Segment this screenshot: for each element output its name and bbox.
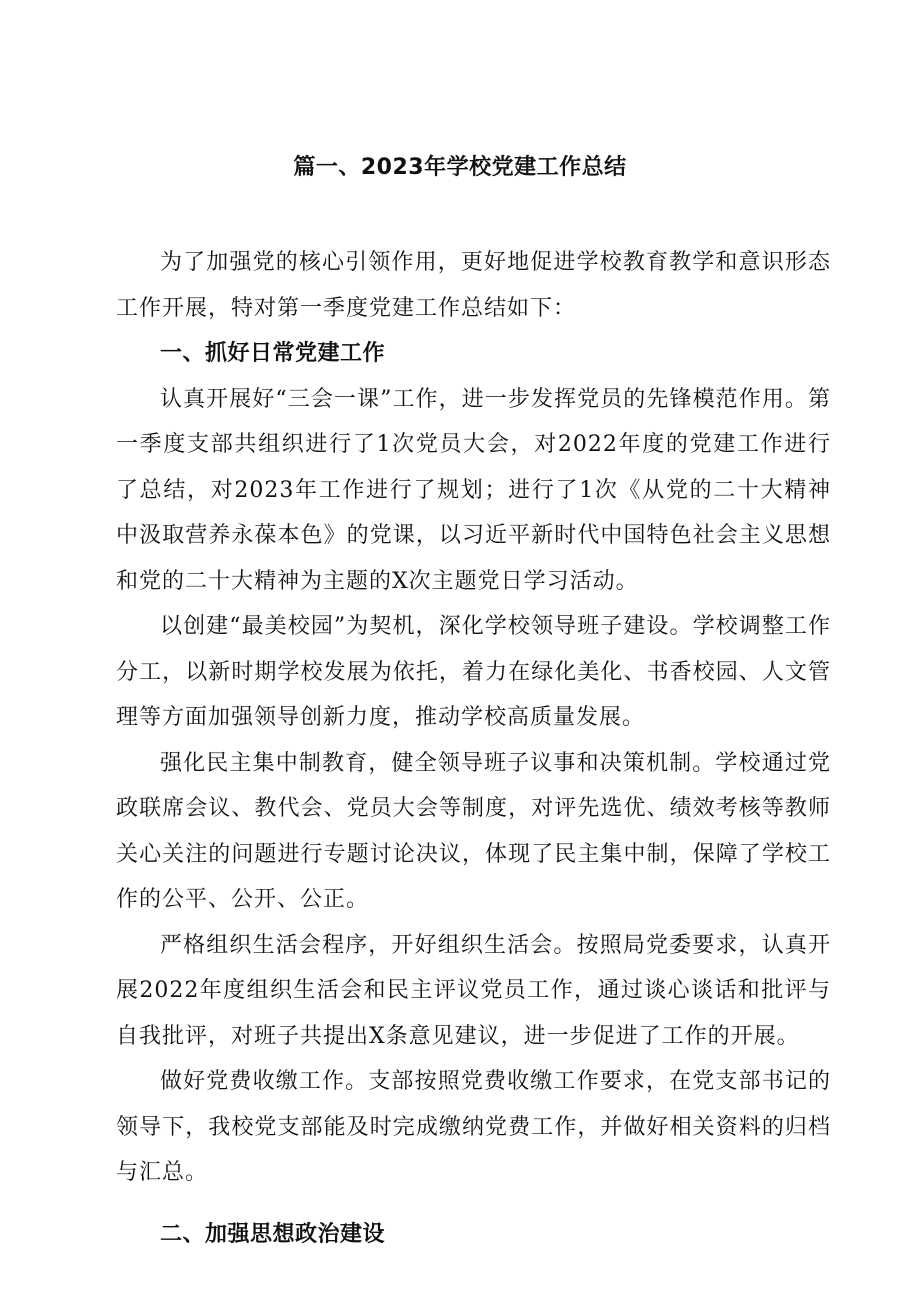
body-paragraph: 以创建“最美校园”为契机，深化学校领导班子建设。学校调整工作分工，以新时期学校发展为依托，着力在绿化美化、书香校园、人文管理等方面加强领导创新力度，推动学校高质量发展。 xyxy=(116,614,831,730)
section-heading-2: 二、加强思想政治建设 xyxy=(160,1221,386,1247)
document-title: 篇一、2023年学校党建工作总结 xyxy=(293,155,627,180)
intro-paragraph: 为了加强党的核心引领作用，更好地促进学校教育教学和意识形态工作开展，特对第一季度党建工作总结如下： xyxy=(116,250,831,321)
document-body xyxy=(116,240,831,1257)
body-paragraph: 认真开展好“三会一课”工作，进一步发挥党员的先锋模范作用。第一季度支部共组织进行了1次党员大会，对2022年度的党建工作进行了总结，对2023年工作进行了规划；进行了1次《从党的二十大精神中汲取营养永葆本色》的党课，以习近平新时代中国特色社会主义思想和党的二十大精神为主题的X次主题党日学习活动。 xyxy=(116,386,831,594)
section-heading-1: 一、抓好日常党建工作 xyxy=(160,341,386,366)
body-paragraph: 做好党费收缴工作。支部按照党费收缴工作要求，在党支部书记的领导下，我校党支部能及时完成缴纳党费工作，并做好相关资料的归档与汇总。 xyxy=(116,1069,831,1185)
body-paragraph: 强化民主集中制教育，健全领导班子议事和决策机制。学校通过党政联席会议、教代会、党员大会等制度，对评先选优、绩效考核等教师关心关注的问题进行专题讨论决议，体现了民主集中制，保障了学校工作的公平、公开、公正。 xyxy=(116,750,831,912)
body-paragraph: 严格组织生活会程序，开好组织生活会。按照局党委要求，认真开展2022年度组织生活会和民主评议党员工作，通过谈心谈话和批评与自我批评，对班子共提出X条意见建议，进一步促进了工作的开展。 xyxy=(116,932,831,1049)
